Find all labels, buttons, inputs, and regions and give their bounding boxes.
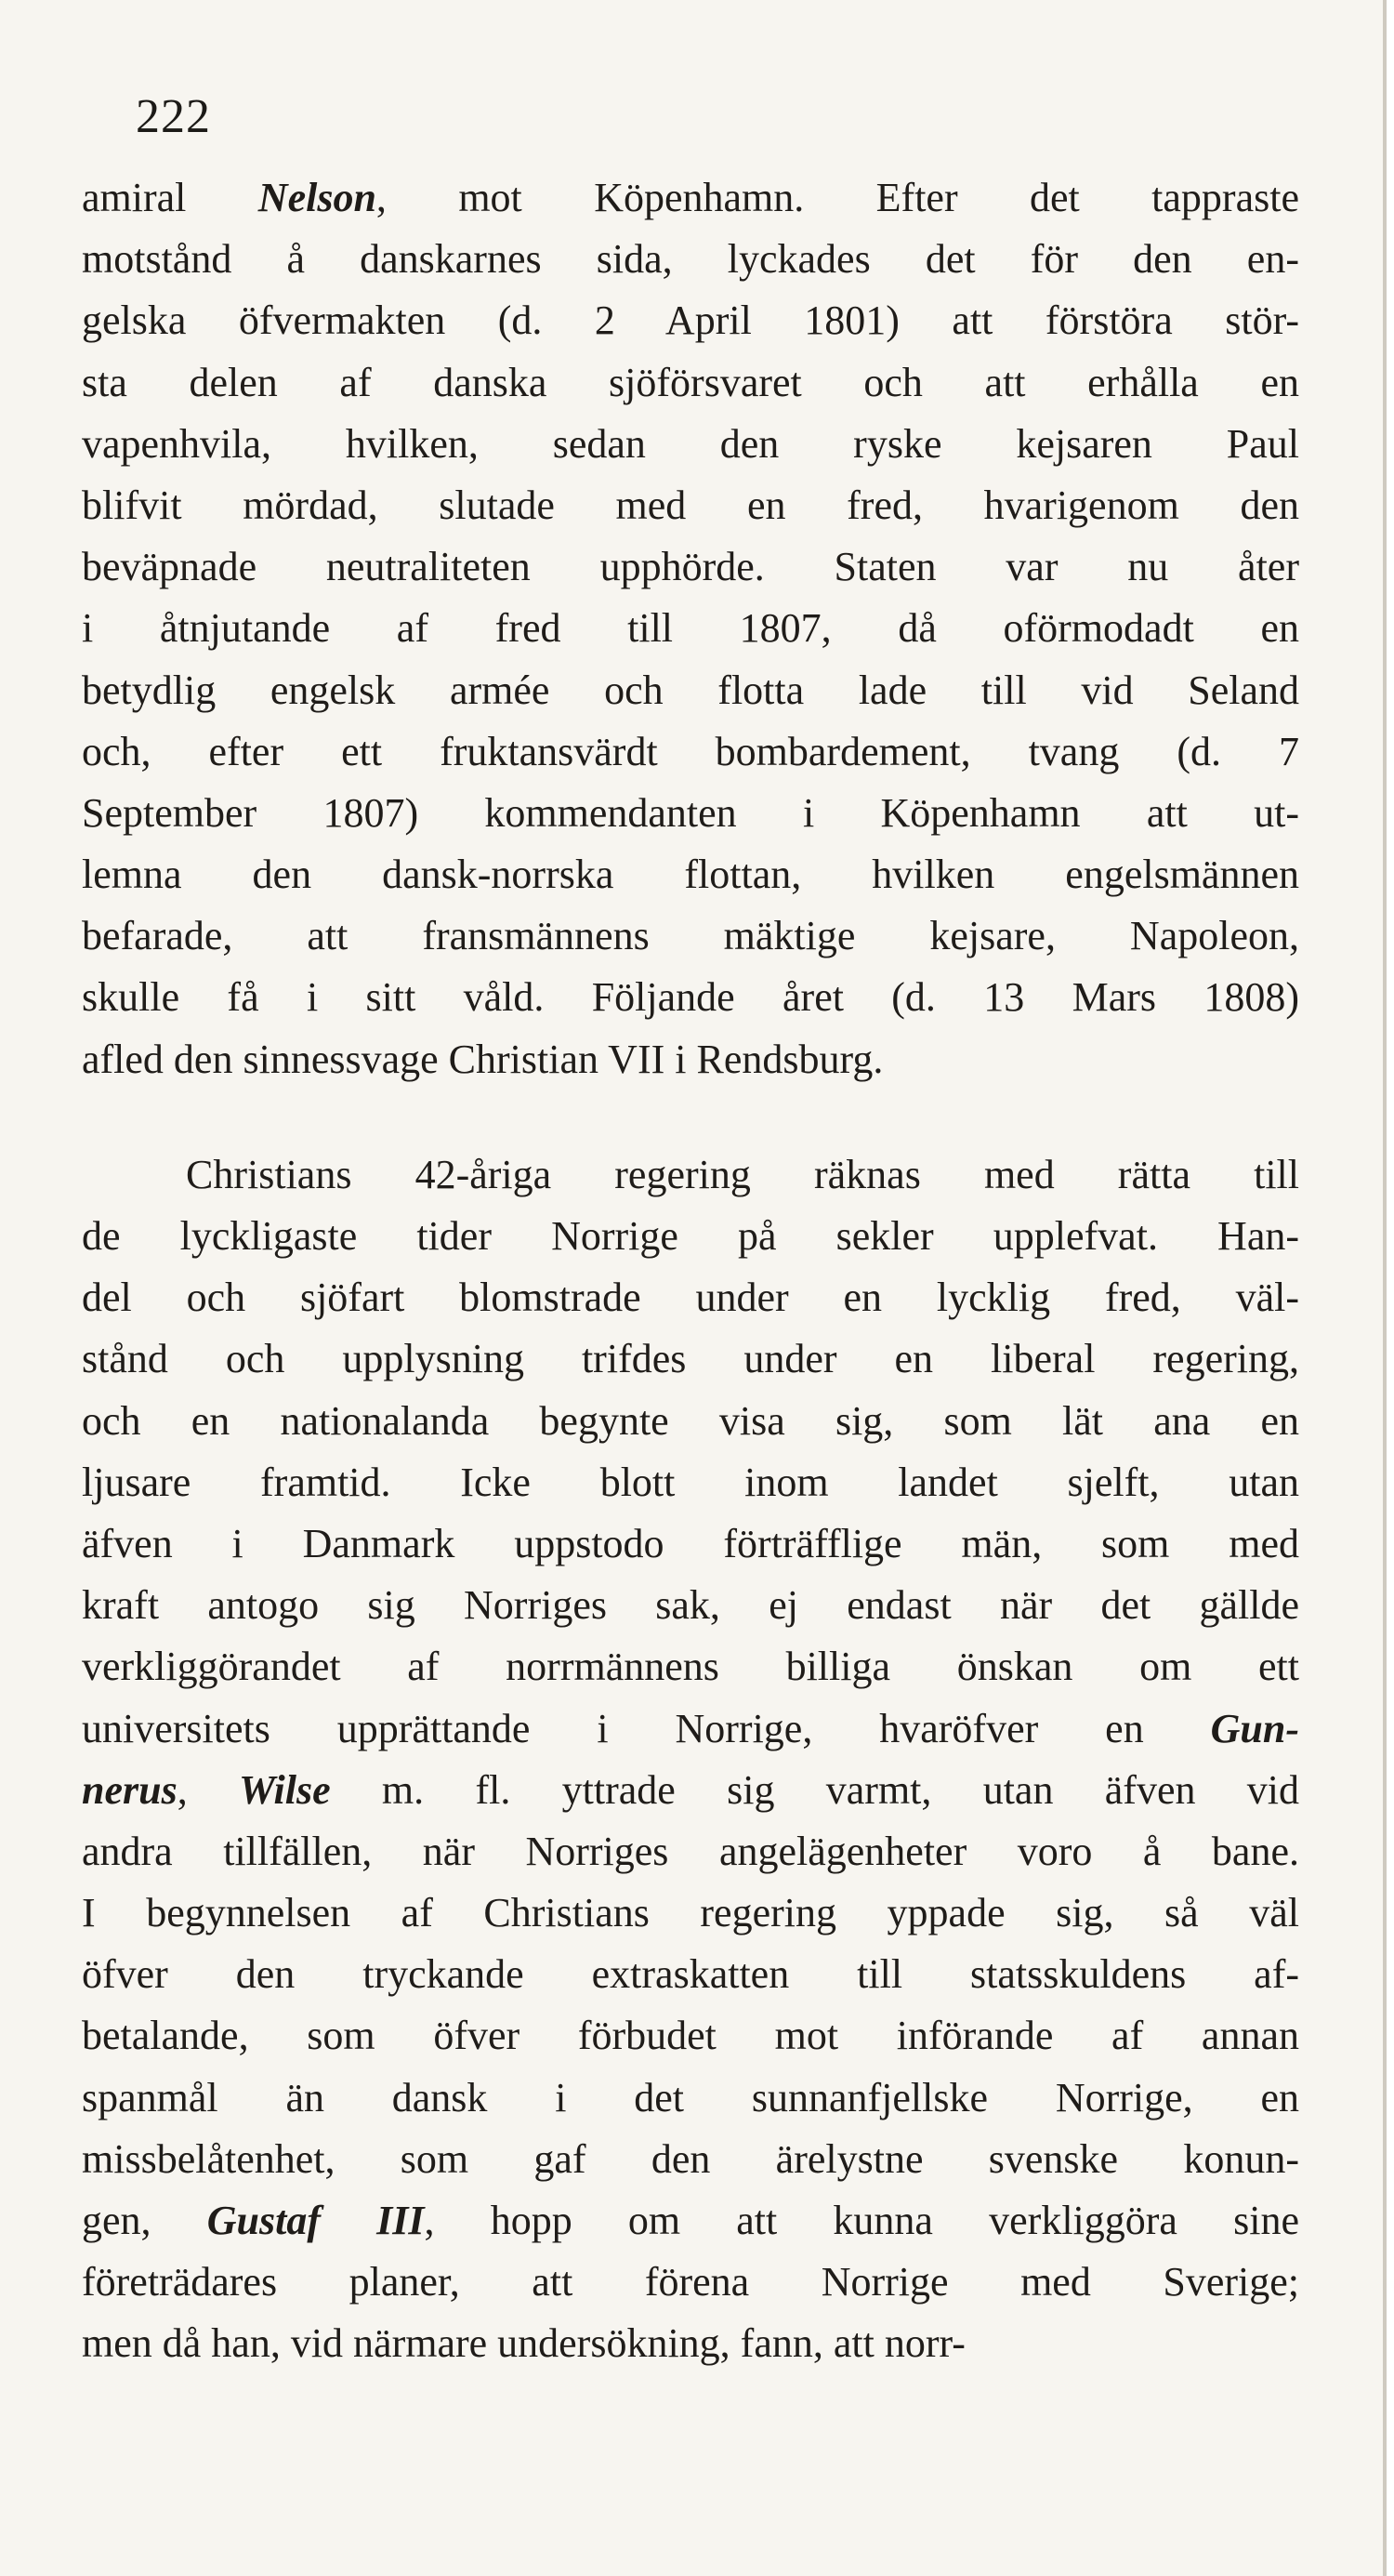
text-segment: m. fl. yttrade sig varmt, utan äfven vid bbox=[330, 1766, 1299, 1813]
text-line bbox=[82, 414, 1299, 475]
text-line bbox=[82, 844, 1299, 905]
text-line bbox=[82, 475, 1299, 536]
italic-name: Wilse bbox=[239, 1766, 331, 1813]
text-segment: stånd och upplysning trifdes under en liberal regering, bbox=[82, 1336, 1299, 1382]
text-segment: öfver den tryckande extraskatten till statsskuldens af- bbox=[82, 1951, 1299, 1998]
text-line bbox=[82, 229, 1299, 290]
italic-name: Gustaf III bbox=[206, 2198, 425, 2243]
text-line bbox=[82, 1698, 1299, 1760]
text-segment: amiral bbox=[82, 175, 258, 220]
text-line bbox=[82, 1029, 1299, 1090]
text-segment: verkliggörandet af norrmännens billiga önskan om ett bbox=[82, 1644, 1299, 1690]
text-segment: kraft antogo sig Norriges sak, ej endast när det gällde bbox=[82, 1582, 1299, 1629]
text-line bbox=[82, 1267, 1299, 1328]
text-line bbox=[82, 2313, 1299, 2374]
text-line bbox=[82, 1944, 1299, 2005]
text-segment: gen, bbox=[82, 2198, 207, 2243]
text-line bbox=[82, 2005, 1299, 2067]
text-line bbox=[82, 2252, 1299, 2313]
text-segment: äfven i Danmark uppstodo förträfflige män, som med bbox=[82, 1520, 1299, 1566]
text-segment: betydlig engelsk armée och flotta lade till vid Seland bbox=[82, 667, 1299, 713]
text-segment: företrädares planer, att förena Norrige med Sverige; bbox=[82, 2259, 1299, 2305]
text-segment: beväpnade neutraliteten upphörde. Staten var nu åter bbox=[82, 544, 1299, 590]
text-line bbox=[82, 1513, 1299, 1575]
text-segment: befarade, att fransmännens mäktige kejsare, Napoleon, bbox=[82, 913, 1299, 959]
italic-name: Nelson bbox=[257, 175, 376, 220]
text-line bbox=[82, 2190, 1299, 2252]
text-segment: lemna den dansk-norrska flottan, hvilken engelsmännen bbox=[82, 852, 1299, 898]
body-text bbox=[82, 167, 1299, 2375]
text-line bbox=[82, 352, 1299, 414]
text-line bbox=[82, 905, 1299, 967]
text-segment: andra tillfällen, när Norriges angelägenheter voro å bane. bbox=[82, 1828, 1299, 1874]
text-line bbox=[82, 1452, 1299, 1513]
text-line bbox=[82, 721, 1299, 783]
text-line bbox=[82, 1328, 1299, 1390]
text-segment: I begynnelsen af Christians regering yppade sig, så väl bbox=[82, 1890, 1299, 1936]
text-line bbox=[82, 783, 1299, 844]
text-segment: universitets upprättande i Norrige, hvaröfver en bbox=[82, 1705, 1211, 1751]
text-segment: de lyckligaste tider Norrige på sekler upplefvat. Han- bbox=[82, 1213, 1299, 1259]
text-line bbox=[82, 1636, 1299, 1698]
text-segment: spanmål än dansk i det sunnanfjellske Norrige, en bbox=[82, 2074, 1299, 2120]
text-line bbox=[82, 1391, 1299, 1452]
text-line bbox=[82, 1821, 1299, 1882]
text-segment: i åtnjutande af fred till 1807, då oförmodadt en bbox=[82, 605, 1299, 652]
text-line bbox=[82, 536, 1299, 598]
text-line bbox=[82, 290, 1299, 351]
text-segment: Christians 42-åriga regering räknas med rätta till bbox=[186, 1151, 1299, 1197]
text-line bbox=[82, 167, 1299, 229]
text-line bbox=[82, 2067, 1299, 2129]
text-line bbox=[82, 1206, 1299, 1267]
text-line bbox=[82, 1144, 1299, 1206]
text-line bbox=[82, 598, 1299, 659]
text-segment: betalande, som öfver förbudet mot införande af annan bbox=[82, 2013, 1299, 2059]
text-line bbox=[82, 2129, 1299, 2190]
text-segment: och, efter ett fruktansvärdt bombardement, tvang (d. 7 bbox=[82, 728, 1299, 774]
text-segment: , hopp om att kunna verkliggöra sine bbox=[424, 2198, 1299, 2243]
text-line bbox=[82, 1882, 1299, 1944]
text-segment: sta delen af danska sjöförsvaret och att erhålla en bbox=[82, 359, 1299, 405]
text-segment: , bbox=[177, 1766, 240, 1813]
text-line bbox=[82, 967, 1299, 1028]
text-line bbox=[82, 1575, 1299, 1636]
page-number: 222 bbox=[136, 90, 211, 143]
text-segment: motstånd å danskarnes sida, lyckades det för den en- bbox=[82, 236, 1299, 283]
text-line bbox=[82, 1760, 1299, 1821]
text-segment: ljusare framtid. Icke blott inom landet sjelft, utan bbox=[82, 1459, 1299, 1505]
text-segment: gelska öfvermakten (d. 2 April 1801) att förstöra stör- bbox=[82, 297, 1299, 344]
italic-name: nerus bbox=[82, 1766, 178, 1813]
text-segment: och en nationalanda begynte visa sig, som lät ana en bbox=[82, 1397, 1299, 1444]
text-segment: vapenhvila, hvilken, sedan den ryske kejsaren Paul bbox=[82, 420, 1299, 467]
text-segment: afled den sinnessvage Christian VII i Rendsburg. bbox=[82, 1036, 884, 1082]
italic-name: Gun- bbox=[1210, 1705, 1299, 1751]
text-segment: , mot Köpenhamn. Efter det tappraste bbox=[375, 175, 1299, 220]
text-segment: blifvit mördad, slutade med en fred, hvarigenom den bbox=[82, 482, 1299, 528]
text-segment: men då han, vid närmare undersökning, fann, att norr- bbox=[82, 2320, 966, 2367]
text-segment: missbelåtenhet, som gaf den ärelystne svenske konun- bbox=[82, 2135, 1299, 2182]
text-line bbox=[82, 660, 1299, 721]
text-segment: skulle få i sitt våld. Följande året (d. 13 Mars 1808) bbox=[82, 974, 1299, 1021]
text-segment: September 1807) kommendanten i Köpenhamn att ut- bbox=[82, 789, 1299, 836]
text-segment: del och sjöfart blomstrade under en lycklig fred, väl- bbox=[82, 1275, 1299, 1321]
